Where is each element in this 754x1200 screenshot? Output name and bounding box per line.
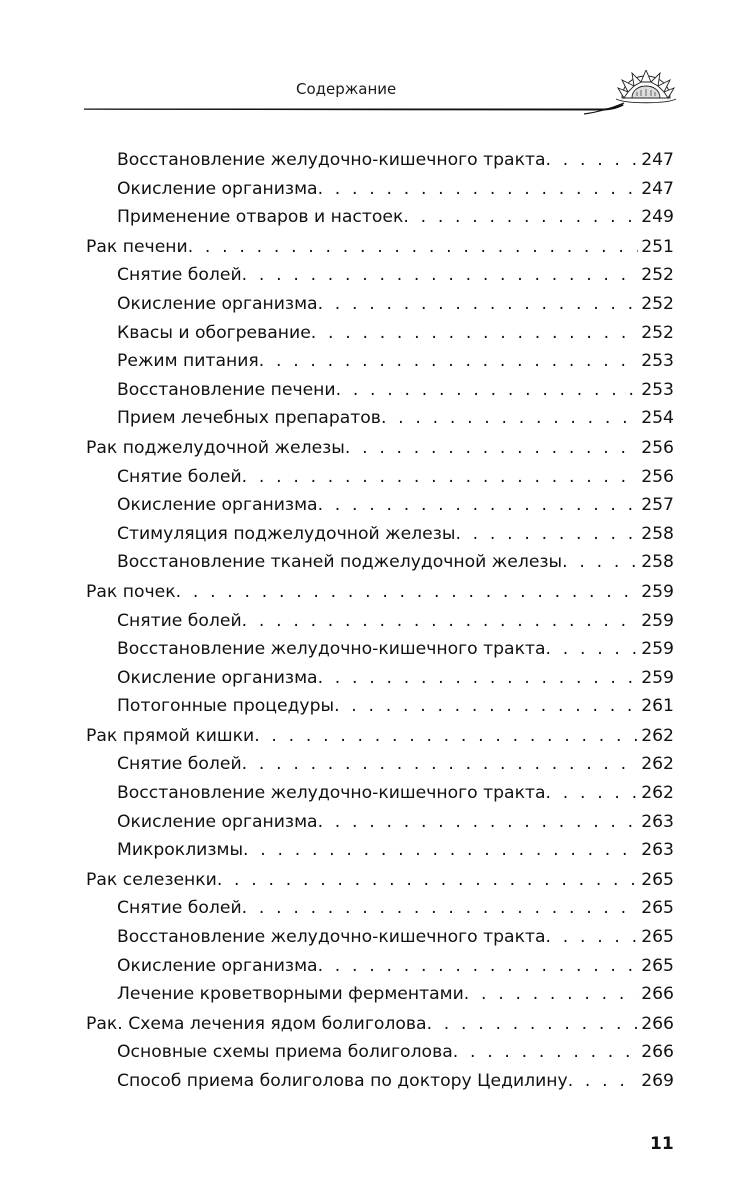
toc-entry-title: Прием лечебных препаратов [117,408,381,429]
toc-section-entry [86,404,674,433]
toc-entry-title: Восстановление желудочно-кишечного тракта [117,639,546,660]
toc-leader-dots [546,923,638,952]
toc-section-entry [86,347,674,376]
toc-leader-dots [336,376,638,405]
toc-section-entry [86,836,674,865]
toc-leader-dots [188,233,638,262]
toc-entry-title: Рак почек [86,581,176,602]
toc-entry-title: Окисление организма [117,495,318,516]
toc-entry-page: 262 [641,783,674,804]
toc-section-entry [86,635,674,664]
toc-entry-page: 259 [641,610,674,631]
toc-section-entry [86,692,674,721]
toc-entry-title: Снятие болей [117,610,242,631]
toc-entry-title: Применение отваров и настоек [117,207,404,228]
toc-leader-dots [455,520,638,549]
toc-entry-title: Восстановление тканей поджелудочной железы [117,552,563,573]
toc-entry-title: Снятие болей [117,466,242,487]
toc-leader-dots [254,722,638,751]
toc-leader-dots [381,404,638,433]
toc-entry-title: Рак печени [86,236,188,257]
toc-entry-page: 247 [641,178,674,199]
toc-entry-title: Окисление организма [117,955,318,976]
toc-leader-dots [318,290,638,319]
toc-entry-page: 263 [641,811,674,832]
toc-leader-dots [242,750,638,779]
toc-leader-dots [242,894,638,923]
toc-entry-page: 265 [641,898,674,919]
toc-leader-dots [318,664,638,693]
toc-leader-dots [318,491,638,520]
toc-entry-title: Окисление организма [117,293,318,314]
toc-section-entry [86,491,674,520]
toc-entry-title: Восстановление печени [117,379,336,400]
toc-leader-dots [453,1038,638,1067]
toc-entry-page: 251 [641,236,674,257]
toc-entry-page: 262 [641,754,674,775]
toc-leader-dots [568,1067,638,1096]
toc-section-entry [86,376,674,405]
toc-leader-dots [217,866,638,895]
toc-entry-page: 258 [641,523,674,544]
toc-chapter-entry [86,578,674,607]
toc-section-entry [86,808,674,837]
toc-leader-dots [318,175,638,204]
toc-section-entry [86,319,674,348]
toc-section-entry [86,520,674,549]
toc-entry-page: 266 [641,1013,674,1034]
toc-leader-dots [464,980,638,1009]
toc-section-entry [86,146,674,175]
toc-leader-dots [546,779,638,808]
toc-section-entry [86,952,674,981]
toc-entry-page: 263 [641,840,674,861]
toc-entry-page: 265 [641,869,674,890]
running-header [84,70,678,120]
toc-entry-page: 259 [641,667,674,688]
toc-section-entry [86,607,674,636]
toc-entry-page: 254 [641,408,674,429]
toc-leader-dots [562,548,638,577]
toc-entry-title: Снятие болей [117,265,242,286]
toc-section-entry [86,548,674,577]
toc-entry-title: Рак поджелудочной железы [86,437,345,458]
toc-section-entry [86,463,674,492]
toc-entry-title: Квасы и обогревание [117,322,311,343]
toc-leader-dots [546,635,638,664]
toc-leader-dots [243,836,638,865]
toc-entry-title: Окисление организма [117,178,318,199]
toc-section-entry [86,923,674,952]
toc-section-entry [86,1067,674,1096]
toc-entry-page: 266 [641,1042,674,1063]
toc-entry-page: 265 [641,955,674,976]
toc-entry-page: 247 [641,150,674,170]
toc-leader-dots [546,146,638,175]
toc-section-entry [86,894,674,923]
toc-entry-title: Микроклизмы [117,840,244,861]
toc-entry-page: 252 [641,322,674,343]
toc-section-entry [86,203,674,232]
toc-leader-dots [318,808,638,837]
toc-entry-page: 257 [641,495,674,516]
toc-leader-dots [318,952,638,981]
toc-entry-title: Стимуляция поджелудочной железы [117,523,456,544]
toc-entry-title: Режим питания [117,351,259,372]
toc-chapter-entry [86,866,674,895]
toc-leader-dots [345,434,638,463]
toc-entry-page: 259 [641,581,674,602]
toc-entry-page: 262 [641,725,674,746]
toc-entry-title: Снятие болей [117,754,242,775]
page-number: 11 [650,1134,674,1154]
toc-section-entry [86,290,674,319]
toc-entry-title: Лечение кроветворными ферментами [117,984,464,1005]
toc-entry-title: Рак. Схема лечения ядом болиголова [86,1013,427,1034]
toc-entry-page: 259 [641,639,674,660]
toc-leader-dots [242,607,638,636]
toc-entry-title: Потогонные процедуры [117,696,335,717]
toc-section-entry [86,664,674,693]
toc-leader-dots [176,578,638,607]
toc-entry-page: 256 [641,437,674,458]
toc-section-entry [86,261,674,290]
toc-chapter-entry [86,233,674,262]
toc-entry-page: 258 [641,552,674,573]
toc-entry-page: 253 [641,379,674,400]
toc-section-entry [86,750,674,779]
toc-leader-dots [259,347,638,376]
toc-entry-title: Основные схемы приема болиголова [117,1042,453,1063]
toc-entry-title: Окисление организма [117,667,318,688]
toc-entry-title: Способ приема болиголова по доктору Цедилину [117,1071,568,1091]
toc-entry-page: 256 [641,466,674,487]
toc-leader-dots [427,1010,638,1039]
toc-entry-page: 249 [641,207,674,228]
toc-entry-title: Восстановление желудочно-кишечного тракта [117,927,546,948]
toc-entry-page: 261 [641,696,674,717]
toc-entry-title: Рак прямой кишки [86,725,255,746]
toc-entry-title: Восстановление желудочно-кишечного тракта [117,783,546,804]
toc-leader-dots [242,463,638,492]
toc-leader-dots [403,203,638,232]
toc-entry-page: 252 [641,293,674,314]
toc-entry-title: Окисление организма [117,811,318,832]
toc-leader-dots [311,319,638,348]
toc-entry-page: 266 [641,984,674,1005]
header-title: Содержание [296,80,397,98]
toc-entry-title: Восстановление желудочно-кишечного тракта [117,150,546,170]
toc-entry-page: 265 [641,927,674,948]
toc-section-entry [86,1038,674,1067]
toc-entry-page: 269 [641,1071,674,1091]
toc-chapter-entry [86,1010,674,1039]
toc-leader-dots [242,261,638,290]
toc-section-entry [86,980,674,1009]
toc-entry-title: Снятие болей [117,898,242,919]
toc-section-entry [86,175,674,204]
toc-chapter-entry [86,722,674,751]
toc-leader-dots [334,692,638,721]
table-of-contents [86,146,674,1096]
toc-entry-page: 252 [641,265,674,286]
toc-section-entry [86,779,674,808]
toc-entry-title: Рак селезенки [86,869,217,890]
toc-chapter-entry [86,434,674,463]
toc-entry-page: 253 [641,351,674,372]
